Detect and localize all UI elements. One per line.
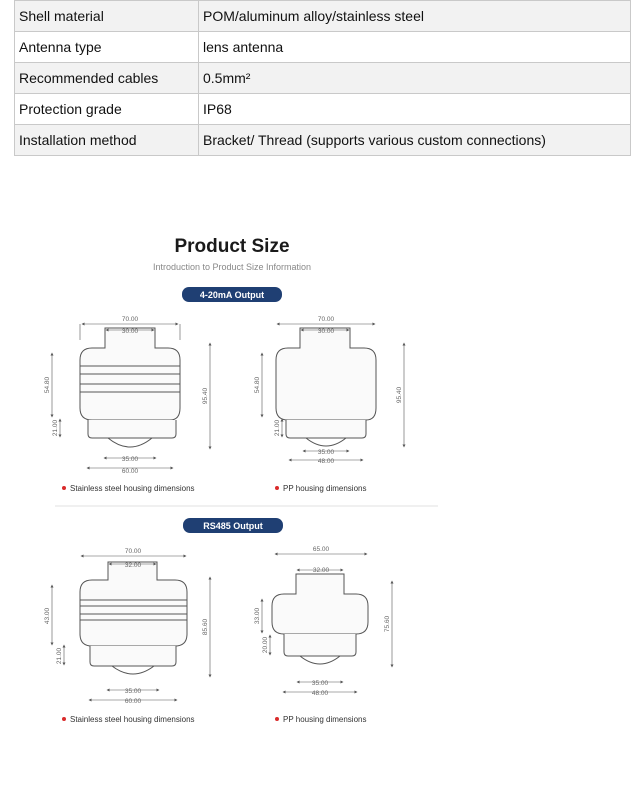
spec-value: POM/aluminum alloy/stainless steel [199,1,631,32]
specification-table [14,0,631,156]
sensor-drawing-stainless-4-20ma [52,324,210,468]
dim-bottom-inner: 35.00 [121,456,139,463]
caption-bullet [275,717,279,721]
product-size-figure [0,220,639,740]
dim-neck-width: 30.00 [317,328,335,335]
dim-dome-height: 21.00 [52,419,59,437]
sensor-drawing-stainless-rs485 [52,556,210,700]
spec-value: Bracket/ Thread (supports various custom connections) [199,125,631,156]
spec-row [15,32,631,63]
spec-key: Antenna type [15,32,199,63]
dim-top-width: 65.00 [312,546,330,553]
sensor-drawing-pp-rs485 [262,554,392,692]
dim-bottom-outer: 48.00 [317,458,335,465]
dim-bottom-outer: 60.00 [124,698,142,705]
spec-value: lens antenna [199,32,631,63]
drawing-caption: PP housing dimensions [283,715,367,724]
drawing-caption: PP housing dimensions [283,484,367,493]
drawing-caption: Stainless steel housing dimensions [70,484,195,493]
sensor-drawing-pp-4-20ma [262,324,404,460]
dim-dome-height: 21.00 [56,647,63,665]
spec-row [15,63,631,94]
dim-neck-width: 32.00 [124,562,142,569]
spec-row [15,1,631,32]
spec-value: 0.5mm² [199,63,631,94]
spec-value: IP68 [199,94,631,125]
dim-total-height: 95.40 [396,386,403,404]
caption-bullet [62,486,66,490]
dim-body-height: 54.80 [254,376,261,394]
section-badge-label: RS485 Output [203,521,263,531]
dim-bottom-inner: 35.00 [317,449,335,456]
dim-dome-height: 21.00 [274,419,281,437]
dim-bottom-outer: 60.00 [121,468,139,475]
dim-body-height: 54.80 [44,376,51,394]
caption-bullet [62,717,66,721]
spec-key: Recommended cables [15,63,199,94]
product-size-subtitle: Introduction to Product Size Information [152,262,312,272]
dim-total-height: 75.60 [384,615,391,633]
spec-key: Protection grade [15,94,199,125]
dim-neck-width: 30.00 [121,328,139,335]
dim-top-width: 70.00 [317,316,335,323]
product-size-title: Product Size [174,236,290,257]
dim-body-height: 43.00 [44,607,51,625]
dim-bottom-inner: 35.00 [311,680,329,687]
caption-bullet [275,486,279,490]
dim-top-width: 70.00 [121,316,139,323]
section-badge-label: 4-20mA Output [199,290,265,300]
product-size-drawing [0,220,639,740]
dim-top-width: 70.00 [124,548,142,555]
dim-bottom-inner: 35.00 [124,688,142,695]
spec-row [15,125,631,156]
dim-body-height: 33.00 [254,607,261,625]
spec-key: Shell material [15,1,199,32]
spec-row [15,94,631,125]
dim-bottom-outer: 48.00 [311,690,329,697]
dim-total-height: 85.60 [202,618,209,636]
dim-total-height: 95.40 [202,387,209,405]
dim-dome-height: 20.00 [262,636,269,654]
spec-key: Installation method [15,125,199,156]
drawing-caption: Stainless steel housing dimensions [70,715,195,724]
dim-neck-width: 32.00 [312,567,330,574]
